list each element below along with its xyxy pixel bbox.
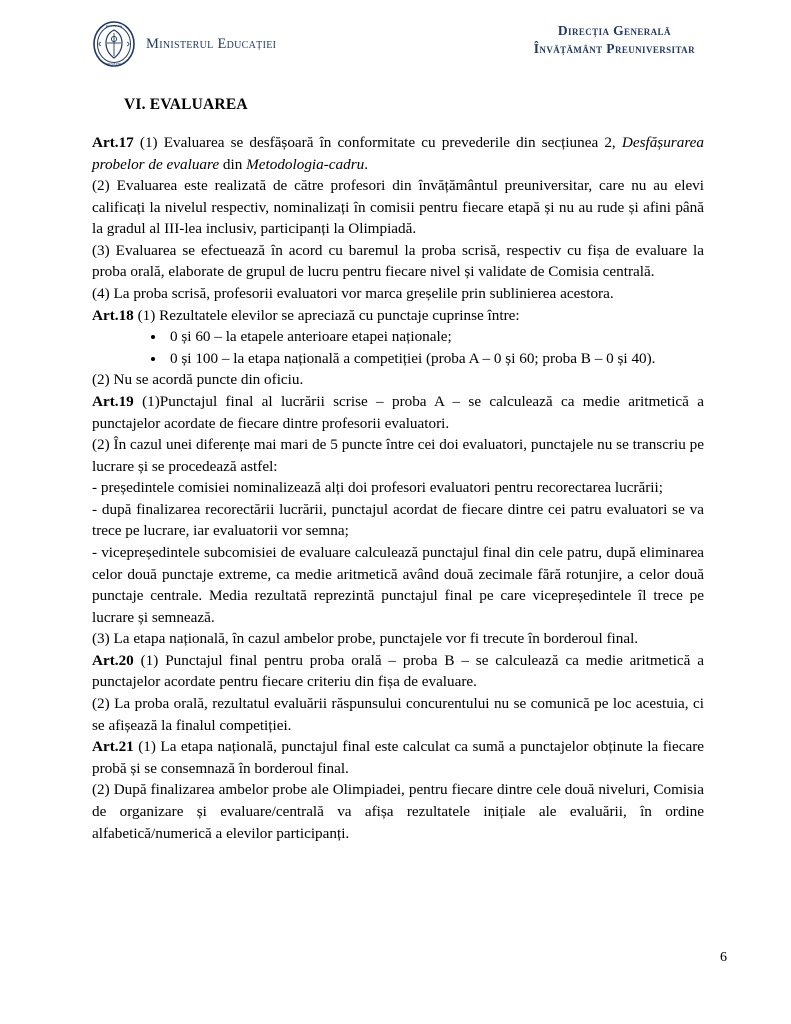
ministry-name: Ministerul Educației bbox=[146, 35, 277, 52]
paragraph-art19-dash-3: - vicepreședintele subcomisiei de evaluare calculează punctajul final din cele patru, după eliminarea celor două punctaje extreme, ca medie aritmetică având două zecimale fără rotunjire, a celor două punctaje centrale. Media rezultată reprezintă punctajul final pe care vicepreședintele îl trece pe lucrare și semnează. bbox=[92, 543, 704, 626]
paragraph-art19-3: (3) La etapa națională, în cazul ambelor probe, punctajele vor fi trecute în borderoul final. bbox=[92, 630, 639, 648]
article-label-art18: Art.18 bbox=[92, 306, 134, 324]
paragraph-art18-2: (2) Nu se acordă puncte din oficiu. bbox=[92, 371, 304, 389]
paragraph-art19-dash-2: - după finalizarea recorectării lucrării, punctajul acordat de fiecare dintre cei patru evaluatori se va trece pe lucrare, iar evaluatorii vor semna; bbox=[92, 500, 704, 540]
article-label-art19: Art.19 bbox=[92, 392, 134, 410]
art21-1-text: (1) La etapa națională, punctajul final este calculat ca sumă a punctajelor obținute la fiecare probă și se consemnază în borderoul final. bbox=[92, 738, 704, 777]
art17-1-text-b: din bbox=[219, 155, 247, 173]
svg-text:ROMÂNIA: ROMÂNIA bbox=[105, 24, 123, 28]
paragraph-art20-2: (2) La proba orală, rezultatul evaluării răspunsului concurentului nu se comunică pe loc acestuia, ci se afișează la finalul competiției. bbox=[92, 695, 704, 734]
list-item: • 0 și 60 – la etapele anterioare etapei naționale; bbox=[166, 326, 704, 348]
page-number: 6 bbox=[720, 950, 727, 965]
romanian-coat-of-arms-icon bbox=[92, 20, 136, 68]
art17-1-text-a: (1) Evaluarea se desfășoară în conformitate cu prevederile din secțiunea 2, bbox=[133, 134, 622, 151]
svg-text:MINISTER: MINISTER bbox=[106, 62, 122, 66]
paragraph-art21-1 bbox=[92, 736, 704, 779]
paragraph-art17-3: (3) Evaluarea se efectuează în acord cu baremul la proba scrisă, respectiv cu fișa de evaluare la proba orală, elaborate de grupul de lucru pentru fiecare nivel și validate de Comisia centrală. bbox=[92, 241, 704, 281]
art17-1-italic-a: Desfășurarea probelor de evaluare bbox=[92, 134, 704, 173]
list-item: • 0 și 100 – la etapa națională a competiției (proba A – 0 și 60; proba B – 0 și 40). bbox=[166, 348, 704, 370]
section-title: VI. EVALUAREA bbox=[124, 96, 248, 113]
art19-1-text: (1)Punctajul final al lucrării scrise – proba A – se calculează ca medie aritmetică a punctajelor acordate de fiecare dintre profesorii evaluatori. bbox=[92, 392, 704, 432]
paragraph-art19-2: (2) În cazul unei diferențe mai mari de 5 puncte între cei doi evaluatori, punctajele nu se transcriu pe lucrare și se procedează astfel: bbox=[92, 436, 704, 475]
art17-1-tail: . bbox=[364, 155, 369, 173]
score-range-list bbox=[92, 326, 704, 369]
paragraph-art20-1 bbox=[92, 650, 704, 693]
art17-1-italic-b: Metodologia-cadru bbox=[246, 155, 365, 173]
paragraph-art21-2: (2) După finalizarea ambelor probe ale Olimpiadei, pentru fiecare dintre cele două niveluri, Comisia de organizare și evaluare/centrală va afișa rezultatele inițiale ale evaluării, în ordine alfabetică/numerică a elevilor participanți. bbox=[92, 781, 704, 842]
header-left-block bbox=[92, 20, 276, 68]
paragraph-art17-4: (4) La proba scrisă, profesorii evaluatori vor marca greșelile prin sublinierea acestora. bbox=[92, 285, 614, 303]
page-header bbox=[0, 16, 791, 78]
directorate-line-1: Direcția Generală bbox=[557, 23, 671, 38]
article-label-art20: Art.20 bbox=[92, 651, 134, 669]
art18-1-text: (1) Rezultatele elevilor se apreciază cu punctaje cuprinse între: bbox=[133, 306, 520, 324]
paragraph-art19-1 bbox=[92, 391, 704, 434]
paragraph-art19-dash-1: - președintele comisiei nominalizează alți doi profesori evaluatori pentru recorectarea lucrării; bbox=[92, 479, 663, 497]
art20-1-text: (1) Punctajul final pentru proba orală – proba B – se calculează ca medie aritmetică a punctajelor acordate pentru fiecare criteriu din fișa de evaluare. bbox=[92, 651, 704, 691]
paragraph-art17-1 bbox=[92, 132, 704, 175]
article-label-art21: Art.21 bbox=[92, 738, 134, 756]
paragraph-art18-1 bbox=[92, 305, 704, 327]
article-label-art17: Art.17 bbox=[92, 134, 134, 151]
directorate-line-2: Învățământ Preuniversitar bbox=[533, 41, 695, 57]
document-body bbox=[92, 96, 704, 844]
paragraph-art17-2: (2) Evaluarea este realizată de către profesori din învățământul preuniversitar, care nu au elevi calificați la nivelul respectiv, nominalizați în comisii pentru fiecare etapă și nu au rude și afini până la gradul al III-lea inclusiv, participanți la Olimpiadă. bbox=[92, 177, 704, 238]
directorate-block bbox=[534, 22, 695, 58]
